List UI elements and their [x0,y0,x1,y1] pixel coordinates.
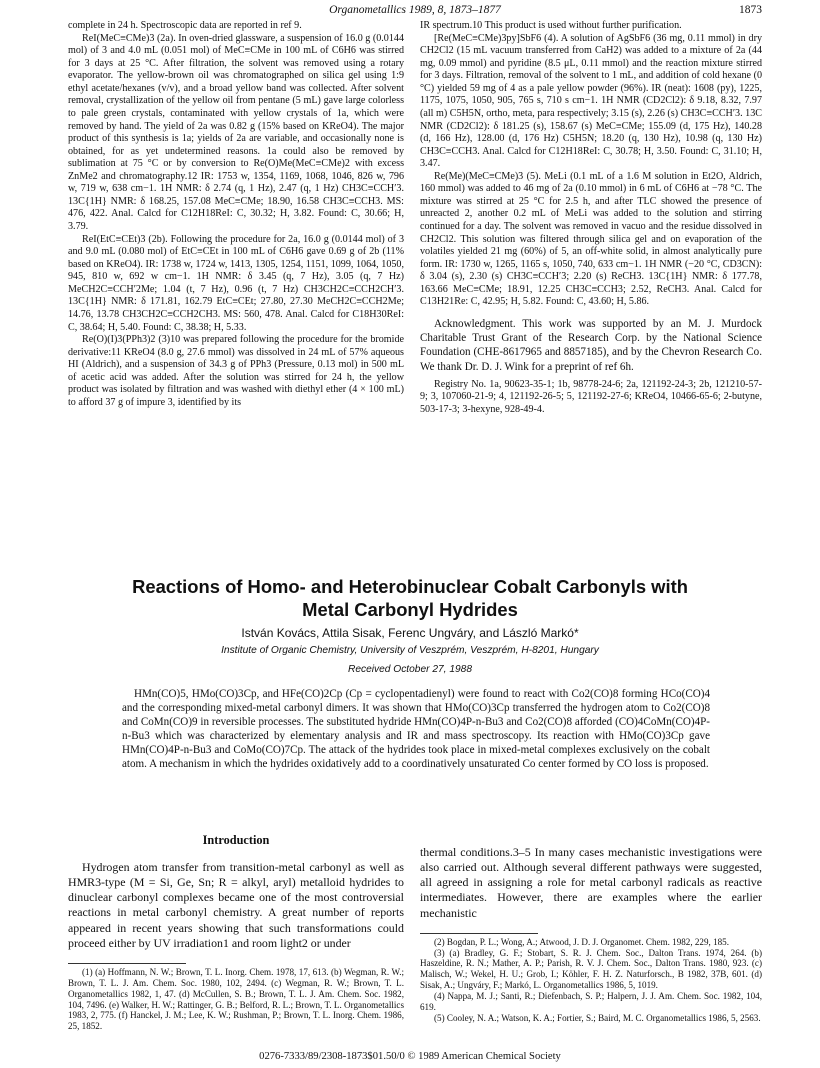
running-header [68,4,762,18]
footnote-divider [68,963,186,964]
paragraph: [Re(MeC≡CMe)3py]SbF6 (4). A solution of AgSbF6 (36 mg, 0.11 mmol) in dry CH2Cl2 (15 mL vacuum transferred from CaH2) was added to a mixture of 2a (44 mg, 0.09 mmol) and pyridine (8.5 μL, 0.11 mmol) and the reaction mixture stirred for 3 days. Filtration, removal of the solvent to 1 mL, and addition of cold hexane (0 °C) yielded 59 mg of 4 as a pale yellow powder (96%). IR (neat): 1608 (py), 1225, 1175, 1075, 1050, 905, 765 s, 710 s cm−1. 1H NMR (CD2Cl2): δ 9.18, 8.32, 7.97 (all m) C5H5N, ortho, meta, para respectively; 3.15 (s), 2.26 (s) CH3C≡CCH′3. 13C NMR (CD2Cl2): δ 181.25 (s), 158.67 (s) MeC≡CMe; 155.09 (d, 175 Hz), 140.28 (d, 166 Hz), 128.00 (d, 176 Hz) C5H5N; 18.20 (q, 130 Hz), 10.98 (q, 130 Hz) CH3C≡CCH3. Anal. Calcd for C12H18ReI: C, 30.78; H, 3.50. Found: C, 31.10; H, 3.47. [420,32,762,170]
title-line: Reactions of Homo- and Heterobinuclear Cobalt Carbonyls with [132,576,688,597]
acknowledgment: Acknowledgment. This work was supported by an M. J. Murdock Charitable Trust Grant of the Research Corp. by the National Science Foundation (CHE-8617965 and 8857185), and by the Chevron Research Co. We thank Dr. D. J. Wink for a preprint of ref 6h. [420,317,762,373]
paragraph: IR spectrum.10 This product is used without further purification. [420,20,682,31]
affiliation: Institute of Organic Chemistry, University of Veszprém, Veszprém, H-8201, Hungary [221,645,599,656]
footnote: (2) Bogdan, P. L.; Wong, A.; Atwood, J. D. J. Organomet. Chem. 1982, 229, 185. [434,936,729,947]
title-line: Metal Carbonyl Hydrides [302,599,518,621]
copyright-footer: 0276-7333/89/2308-1873$01.50/0 © 1989 American Chemical Society [259,1051,561,1062]
footnote-divider [420,933,538,934]
footnote: (4) Nappa, M. J.; Santi, R.; Diefenbach, S. P.; Halpern, J. J. Am. Chem. Soc. 1982, 104, 619. [420,991,762,1013]
introduction-right-column [420,833,762,1024]
registry-numbers: Registry No. 1a, 90623-35-1; 1b, 98778-24-6; 2a, 121192-24-3; 2b, 121210-57-9; 3, 107060-21-9; 4, 121192-26-5; 5, 121192-27-6; KReO4, 10466-65-6; 2-butyne, 503-17-3; 3-hexyne, 928-49-4. [420,378,762,415]
paragraph: ReI(MeC≡CMe)3 (2a). In oven-dried glassware, a suspension of 16.0 g (0.0144 mol) of 3 and 4.0 mL (0.051 mol) of MeC≡CMe in 100 mL of C6H6 was stirred for 3 days at 25 °C. After filtration, the solvent was removed using a rotary evaporator. The yellow-brown oil was chromatographed on silica gel using 1:9 ethyl acetate/hexanes (v/v), and a broad yellow band was collected. After solvent removal, crystallization of the yellow oil from pentane (5 mL) gave large colorless to pale green crystals, contaminated with yellow crystals of 1a, which were removed by hand. The yield of 2a was 0.82 g (15% based on KReO4). The major product of this synthesis is 1a; yields of 2a are variable, and occasionally none is obtained, for as yet undetermined reasons. 1a could also be removed by sublimation at 75 °C or by conversion to Re(O)Me(MeC≡CMe)2 with excess ZnMe2 and chromatography.12 IR: 1753 w, 1354, 1169, 1068, 1046, 826 w, 796 w, 719 w, 638 cm−1. 1H NMR: δ 2.74 (q, 1 Hz), 2.47 (q, 1 Hz) CH3C≡CCH′3. 13C{1H} NMR: δ 168.25, 157.08 MeC≡CMe; 18.90, 16.58 CH3C≡CCH3. MS: 476, 422. Anal. Calcd for C12H18ReI: C, 30.32; H, 3.82. Found: C, 30.66; H, 3.79. [68,32,404,232]
section-heading: Introduction [202,833,270,847]
paragraph: Re(Me)(MeC≡CMe)3 (5). MeLi (0.1 mL of a 1.6 M solution in Et2O, Aldrich, 160 mmol) was added to 46 mg of 2a (0.10 mmol) in 6 mL of C6H6 at −78 °C. The mixture was stirred at 25 °C for 2.5 h, and after TLC showed the presence of unreacted 2, another 0.2 mL of MeLi was added to the solution and stirring continued for a day. The solvent was removed in vacuo and the residue dissolved in CH2Cl2. This solution was filtered through silica gel and on evaporation of the volatiles yielded 21 mg (60%) of 5, an off-white solid, in almost analytically pure form. IR: 1730 w, 1265, 1165 s, 1050, 740, 633 cm−1. 1H NMR (−20 °C, CD3CN): δ 3.04 (s), 2.30 (s) CH3C≡CCH′3; 2.20 (s) ReCH3. 13C{1H} NMR: δ 177.78, 163.66 MeC≡CMe; 18.91, 12.25 CH3C≡CCH3; 2.52, ReCH3. Anal. Calcd for C13H21Re: C, 42.95; H, 5.82. Found: C, 43.60; H, 5.86. [420,170,762,308]
right-column-previous-article [420,20,762,416]
received-date: Received October 27, 1988 [347,664,473,675]
author-list: István Kovács, Attila Sisak, Ferenc Ungváry, and László Markó* [241,626,579,640]
introduction-left-column [68,833,404,1032]
paragraph: ReI(EtC≡CEt)3 (2b). Following the procedure for 2a, 16.0 g (0.0144 mol) of 3 and 9.0 mL (0.080 mol) of EtC≡CEt in 100 mL of C6H6 gave 0.69 g of 2b (11% based on KReO4). IR: 1738 w, 1724 w, 1413, 1305, 1254, 1151, 1099, 1064, 1050, 945, 810 w, 692 w cm−1. 1H NMR: δ 3.45 (q, 7 Hz), 3.05 (q, 7 Hz) MeCH2C≡CCH′2Me; 1.04 (t, 7 Hz), 0.96 (t, 7 Hz) CH3CH2C≡CCH2CH′3. 13C{1H} NMR: δ 171.81, 162.79 EtC≡CEt; 27.80, 27.30 MeCH2C≡CCH2Me; 14.76, 13.78 CH3CH2C≡CCH2CH3. MS: 560, 478. Anal. Calcd for C18H30ReI: C, 38.64; H, 5.40. Found: C, 38.38; H, 5.33. [68,233,404,333]
footnote: (3) (a) Bradley, G. F.; Stobart, S. R. J. Chem. Soc., Dalton Trans. 1974, 264. (b) Haszeldine, R. N.; Mather, A. P.; Parish, R. V. J. Chem. Soc., Dalton Trans. 1980, 923. (c) Malisch, W.; Wekel, H. U.; Grob, I.; Köhler, F. H. Z. Naturforsch., B 1982, 37B, 601. (d) Sisak, A.; Ungváry, F.; Markó, L. Organometallics 1986, 5, 1019. [420,947,762,991]
page-number: 1873 [739,4,762,16]
paragraph: Re(O)(I)3(PPh3)2 (3)10 was prepared following the procedure for the bromide derivative:11 KReO4 (8.0 g, 27.6 mmol) was dissolved in 24 mL of 57% aqueous HI (Aldrich), and a suspension of 34.3 g of PPh3 (Pressure, 0.13 mol) in 500 mL of acetic acid was added. After the solution was stirred for 24 h, the yellow product was isolated by filtration and was washed with diethyl ether (4 × 100 mL) to afford 37 g of impure 3, identified by its [68,334,404,408]
journal-citation: Organometallics 1989, 8, 1873–1877 [329,4,501,16]
intro-paragraph: Hydrogen atom transfer from transition-metal carbonyl as well as HMR3-type (M = Si, Ge, Sn; R = alkyl, aryl) metalloid hydrides to dinuclear carbonyl complexes became one of the most controversial reactions in metal carbonyl chemistry. A great number of reports appeared in recent years showing that such transformations could proceed either by UV irradiation1 and room light2 or under [68,859,404,950]
footnote: (5) Cooley, N. A.; Watson, K. A.; Fortier, S.; Baird, M. C. Organometallics 1986, 5, 2563. [434,1012,761,1023]
footnote: (1) (a) Hoffmann, N. W.; Brown, T. L. Inorg. Chem. 1978, 17, 613. (b) Wegman, R. W.; Brown, T. L. J. Am. Chem. Soc. 1980, 102, 2494. (c) Wegman, R. W.; Brown, T. L. Organometallics 1982, 1, 47. (d) McCullen, S. B.; Brown, T. L. J. Am. Chem. Soc. 1982, 104, 7496. (e) Walker, H. W.; Rattinger, G. B.; Belford, R. L.; Brown, T. L. Organometallics 1983, 2, 775. (f) Hanckel, J. M.; Lee, K. W.; Rushman, P.; Brown, T. L. Inorg. Chem. 1986, 25, 1852. [68,966,404,1032]
abstract: HMn(CO)5, HMo(CO)3Cp, and HFe(CO)2Cp (Cp = cyclopentadienyl) were found to react with Co2(CO)8 forming HCo(CO)4 and the corresponding mixed-metal carbonyl dimers. It was shown that HMo(CO)3Cp transferred the hydrogen atom to Co2(CO)8 and CoMn(CO)9 in reversible processes. The substituted hydride HMn(CO)4P-n-Bu3 and Co2(CO)8 afforded (CO)4CoMn(CO)4P-n-Bu3 which was characterized by elementary analysis and IR and mass spectroscopy. Its reaction with HMo(CO)3Cp gave HMn(CO)4P-n-Bu3 and CoMo(CO)7Cp. The attack of the hydrides took place in mixed-metal complexes exclusively on the cobalt atom. A mechanism in which the hydrides oxidatively add to a coordinatively unsaturated Co center formed by CO loss is proposed. [122,688,710,771]
article-title [50,575,770,621]
intro-paragraph: thermal conditions.3–5 In many cases mechanistic investigations were also carried out. Although several different pathways were suggested, all agreed in assigning a role for metal carbonyl radicals as reactive intermediates. However, there are examples where the earlier mechanistic [420,844,762,920]
left-column-previous-article [68,20,404,409]
paragraph: complete in 24 h. Spectroscopic data are reported in ref 9. [68,20,302,31]
